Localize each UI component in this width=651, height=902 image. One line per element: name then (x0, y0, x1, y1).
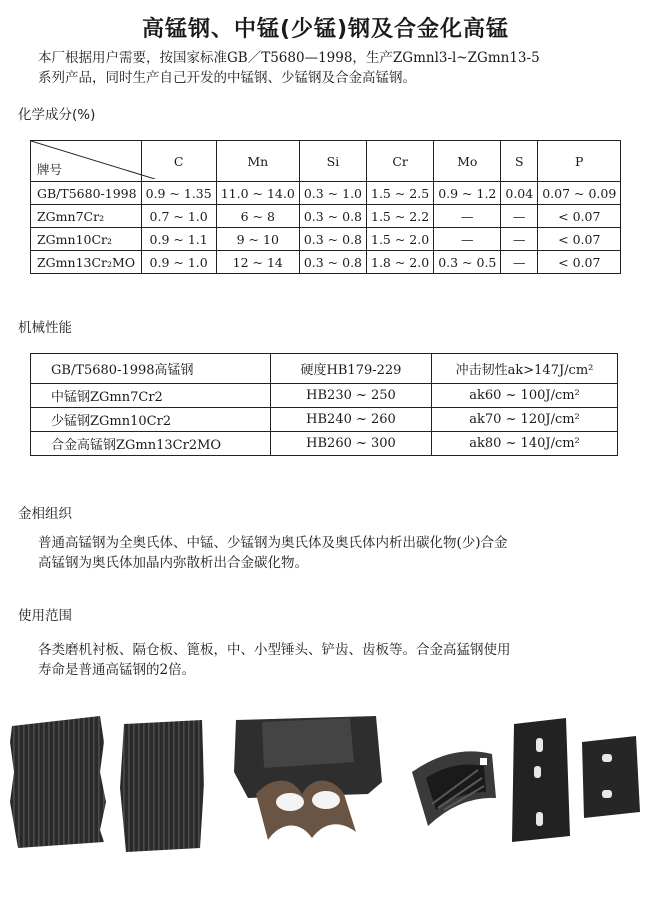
table-cell: HB240 ~ 260 (271, 408, 432, 432)
table-cell: 1.5 ~ 2.2 (367, 205, 434, 228)
table-cell: 0.9 ~ 1.2 (434, 182, 501, 205)
mechanical-heading: 机械性能 (18, 320, 72, 336)
usage-line-1: 各类磨机衬板、隔仓板、篦板，中、小型锤头、铲齿、齿板等。合金高猛钢使用 (38, 642, 511, 658)
metallography-line-2: 高锰钢为奥氏体加晶内弥散析出合金碳化物。 (38, 555, 308, 571)
usage-paragraph (38, 640, 613, 680)
table-cell: 合金高锰钢ZGmn13Cr2MO (31, 432, 271, 456)
liner-plate-photo-2 (118, 718, 208, 854)
table-cell: ak70 ~ 120J/cm² (432, 408, 618, 432)
table-cell: HB260 ~ 300 (271, 432, 432, 456)
table-row (31, 432, 618, 456)
table-cell: — (501, 205, 538, 228)
intro-line-2: 系列产品，同时生产自己开发的中锰钢、少锰钢及合金高锰钢。 (38, 70, 416, 86)
table-row (31, 384, 618, 408)
page-title: 高锰钢、中锰(少锰)钢及合金化高锰 (141, 17, 510, 42)
table-cell: 0.3 ~ 0.5 (434, 251, 501, 274)
table-cell: < 0.07 (538, 251, 621, 274)
grade-name: ZGmn10Cr₂ (31, 228, 142, 251)
grate-plate-photo (504, 716, 574, 844)
metallography-line-1: 普通高锰钢为全奥氏体、中锰、少锰钢为奥氏体及奥氏体内析出碳化物(少)合金 (38, 535, 508, 551)
table-row (31, 251, 621, 274)
table-cell: ak60 ~ 100J/cm² (432, 384, 618, 408)
mechanical-properties-table (30, 353, 618, 456)
table-cell: 0.3 ~ 1.0 (299, 182, 366, 205)
table-cell: — (434, 205, 501, 228)
intro-paragraph (38, 48, 618, 88)
table-cell: 中锰钢ZGmn7Cr2 (31, 384, 271, 408)
column-header: Si (299, 141, 366, 182)
chemical-heading: 化学成分(%) (18, 107, 96, 123)
table-row (31, 228, 621, 251)
table-cell: 0.04 (501, 182, 538, 205)
table-cell: 1.5 ~ 2.5 (367, 182, 434, 205)
table-cell: 9 ~ 10 (216, 228, 299, 251)
column-header: P (538, 141, 621, 182)
wave-liner-photo (228, 712, 388, 852)
column-header: Mn (216, 141, 299, 182)
table-header-row (31, 141, 621, 182)
grade-name: ZGmn13Cr₂MO (31, 251, 142, 274)
table-cell: 0.3 ~ 0.8 (299, 251, 366, 274)
table-cell: ak80 ~ 140J/cm² (432, 432, 618, 456)
table-cell: < 0.07 (538, 205, 621, 228)
table-cell: 1.8 ~ 2.0 (367, 251, 434, 274)
table-cell: 0.3 ~ 0.8 (299, 205, 366, 228)
grade-name: ZGmn7Cr₂ (31, 205, 142, 228)
usage-heading: 使用范围 (18, 608, 72, 624)
column-header: Mo (434, 141, 501, 182)
corner-label: 牌号 (37, 162, 63, 177)
table-row (31, 408, 618, 432)
grade-name: GB/T5680-1998 (31, 182, 142, 205)
table-cell: — (501, 251, 538, 274)
table-row (31, 182, 621, 205)
column-header: C (141, 141, 216, 182)
chemical-composition-table (30, 140, 621, 274)
table-cell: 11.0 ~ 14.0 (216, 182, 299, 205)
table-header-row (31, 354, 618, 384)
table-cell: — (501, 228, 538, 251)
sector-liner-photo (408, 744, 498, 830)
table-cell: 冲击韧性ak>147J/cm² (432, 354, 618, 384)
metallography-heading: 金相组织 (18, 506, 72, 522)
metallography-paragraph (38, 533, 613, 573)
corner-cell (31, 141, 142, 182)
table-cell: 1.5 ~ 2.0 (367, 228, 434, 251)
intro-line-1: 本厂根据用户需要，按国家标准GB／T5680—1998，生产ZGmnl3-l~ZGmn13-5 (38, 50, 540, 66)
usage-line-2: 寿命是普通高锰钢的2倍。 (38, 662, 196, 678)
table-cell: — (434, 228, 501, 251)
table-cell: 0.9 ~ 1.35 (141, 182, 216, 205)
table-cell: 0.9 ~ 1.0 (141, 251, 216, 274)
table-cell: GB/T5680-1998高锰钢 (31, 354, 271, 384)
table-row (31, 205, 621, 228)
table-cell: 6 ~ 8 (216, 205, 299, 228)
table-cell: 12 ~ 14 (216, 251, 299, 274)
table-cell: HB230 ~ 250 (271, 384, 432, 408)
table-cell: 硬度HB179-229 (271, 354, 432, 384)
table-cell: 0.9 ~ 1.1 (141, 228, 216, 251)
small-liner-photo (578, 734, 642, 820)
table-cell: 0.7 ~ 1.0 (141, 205, 216, 228)
table-cell: 0.07 ~ 0.09 (538, 182, 621, 205)
table-cell: 0.3 ~ 0.8 (299, 228, 366, 251)
liner-plate-photo-1 (8, 712, 108, 850)
column-header: S (501, 141, 538, 182)
column-header: Cr (367, 141, 434, 182)
table-cell: 少锰钢ZGmn10Cr2 (31, 408, 271, 432)
table-cell: < 0.07 (538, 228, 621, 251)
